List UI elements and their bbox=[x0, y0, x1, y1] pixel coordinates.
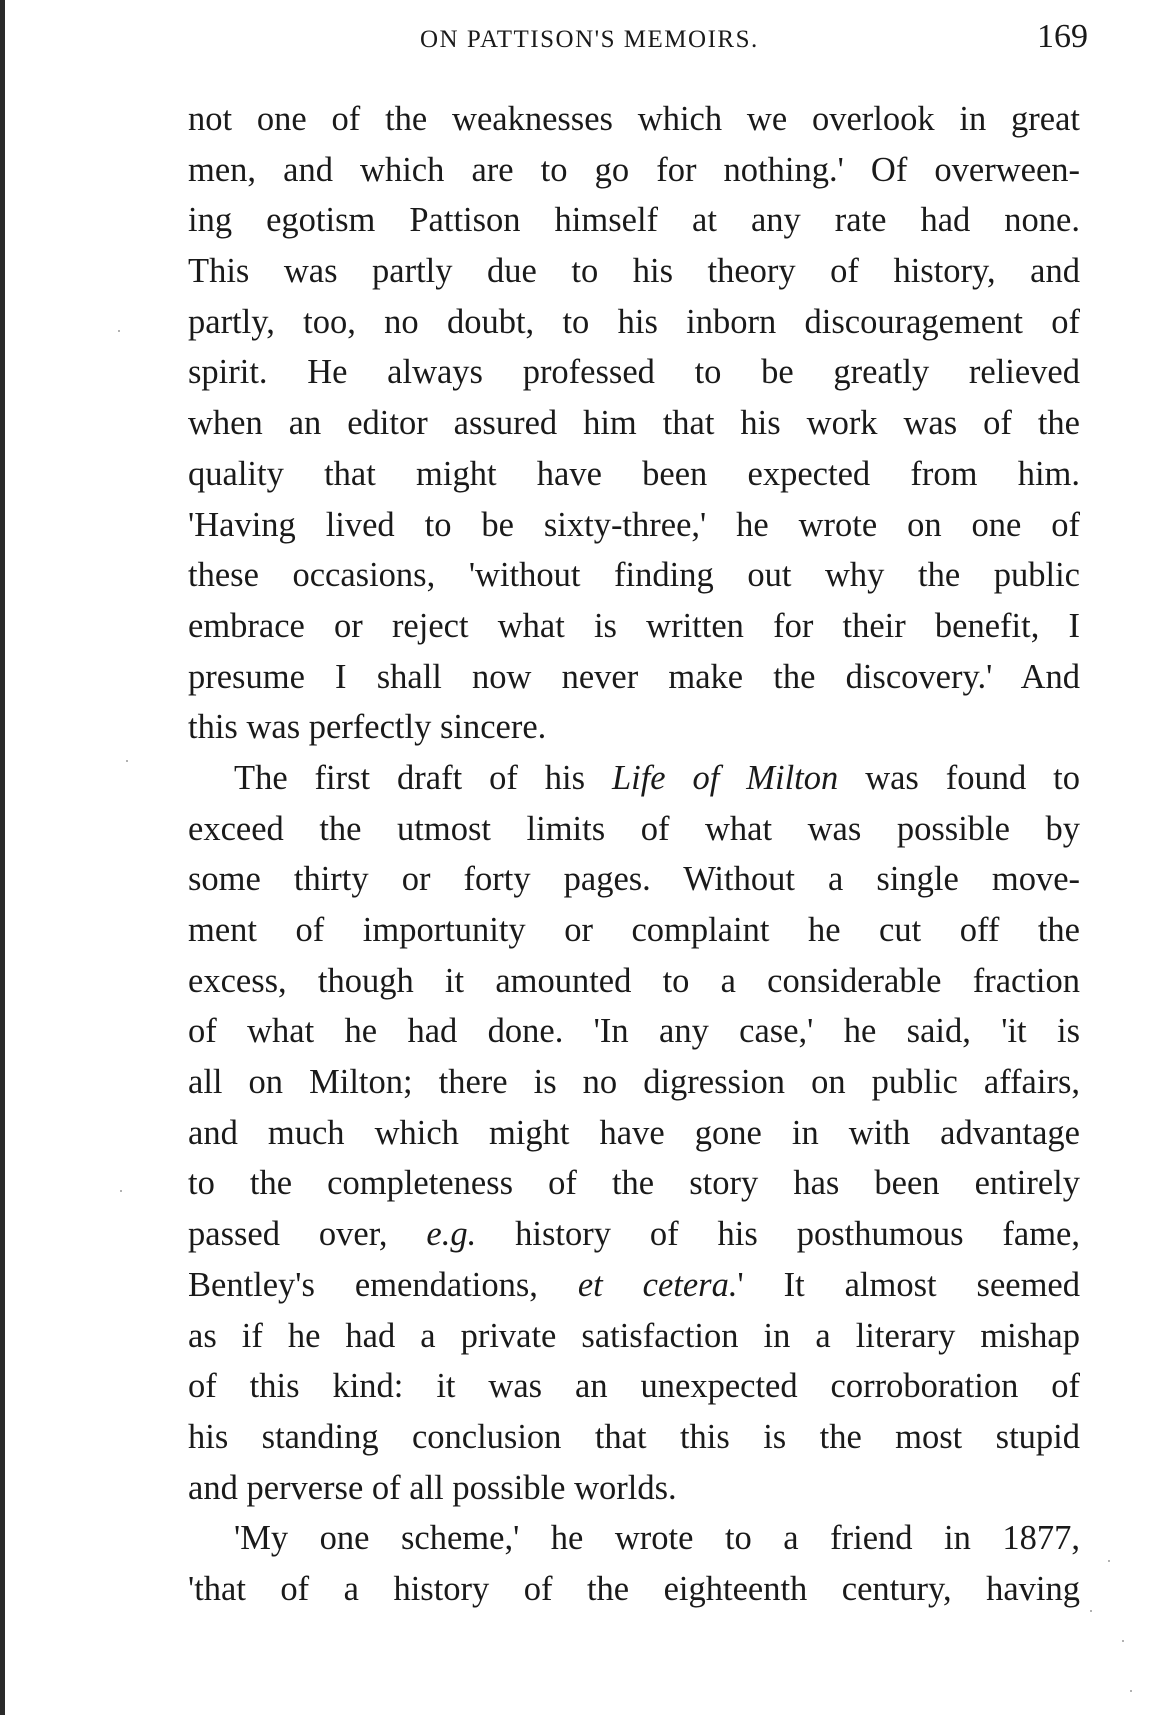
text-line: This was partly due to his theory of history, and bbox=[188, 252, 1080, 291]
text-line: when an editor assured him that his work was of the bbox=[188, 404, 1080, 443]
text-line: this was perfectly sincere. bbox=[188, 708, 547, 747]
scan-speck bbox=[1122, 1640, 1124, 1642]
text-line: partly, too, no doubt, to his inborn discouragement of bbox=[188, 302, 1080, 341]
text-line bbox=[188, 1209, 1080, 1260]
text-run: Bentley's emendations, bbox=[188, 1265, 578, 1304]
text-run: was found to bbox=[838, 758, 1080, 797]
text-line: ment of importunity or complaint he cut off the bbox=[188, 911, 1080, 949]
text-line: 'Having lived to be sixty-three,' he wrote on one of bbox=[188, 505, 1080, 544]
text-line: all on Milton; there is no digression on public affairs, bbox=[188, 1063, 1080, 1102]
text-line: not one of the weaknesses which we overlook in great bbox=[188, 100, 1080, 138]
text-run: passed over, bbox=[188, 1215, 427, 1254]
running-head: ON PATTISON'S MEMOIRS. bbox=[420, 26, 759, 53]
text-line: embrace or reject what is written for their benefit, I bbox=[188, 606, 1080, 645]
scan-speck bbox=[126, 760, 128, 762]
text-line: and perverse of all possible worlds. bbox=[188, 1468, 677, 1507]
text-line: to the completeness of the story has been entirely bbox=[188, 1164, 1080, 1203]
page-number: 169 bbox=[1037, 18, 1088, 55]
text-line: of this kind: it was an unexpected corroboration of bbox=[188, 1367, 1080, 1406]
text-line: 'My one scheme,' he wrote to a friend in 1877, bbox=[234, 1519, 1080, 1558]
scan-speck bbox=[1130, 1690, 1132, 1692]
book-title: Life of Milton bbox=[611, 758, 839, 797]
text-run: The first draft of his bbox=[234, 758, 612, 797]
text-line: excess, though it amounted to a considerable fraction bbox=[188, 961, 1080, 1000]
text-line: exceed the utmost limits of what was possible by bbox=[188, 809, 1080, 848]
text-line: and much which might have gone in with advantage bbox=[188, 1113, 1080, 1152]
text-line: quality that might have been expected from him. bbox=[188, 454, 1080, 493]
text-line bbox=[188, 1260, 1080, 1311]
text-line: men, and which are to go for nothing.' Of overween- bbox=[188, 150, 1080, 189]
italic-abbreviation: e.g. bbox=[426, 1215, 477, 1254]
text-line: spirit. He always professed to be greatly relieved bbox=[188, 353, 1080, 392]
text-line: these occasions, 'without finding out why the public bbox=[188, 556, 1080, 595]
text-line: presume I shall now never make the discovery.' And bbox=[188, 657, 1080, 696]
body-text bbox=[188, 94, 1080, 1615]
scan-speck bbox=[1090, 1610, 1092, 1612]
text-run: ' It almost seemed bbox=[737, 1265, 1080, 1304]
scan-speck bbox=[120, 1190, 122, 1192]
text-line: some thirty or forty pages. Without a single move- bbox=[188, 860, 1080, 899]
text-line: 'that of a history of the eighteenth century, having bbox=[188, 1569, 1080, 1608]
scan-speck bbox=[118, 330, 120, 332]
text-line bbox=[188, 753, 1080, 804]
text-run: history of his posthumous fame, bbox=[476, 1215, 1080, 1254]
italic-phrase: et cetera. bbox=[577, 1265, 738, 1304]
text-line: ing egotism Pattison himself at any rate had none. bbox=[188, 201, 1080, 240]
page-edge bbox=[0, 0, 5, 1715]
scan-speck bbox=[1108, 1560, 1110, 1562]
text-line: of what he had done. 'In any case,' he said, 'it is bbox=[188, 1012, 1080, 1051]
text-line: his standing conclusion that this is the most stupid bbox=[188, 1417, 1080, 1456]
page-header bbox=[188, 18, 1088, 64]
text-line: as if he had a private satisfaction in a literary mishap bbox=[188, 1316, 1080, 1355]
